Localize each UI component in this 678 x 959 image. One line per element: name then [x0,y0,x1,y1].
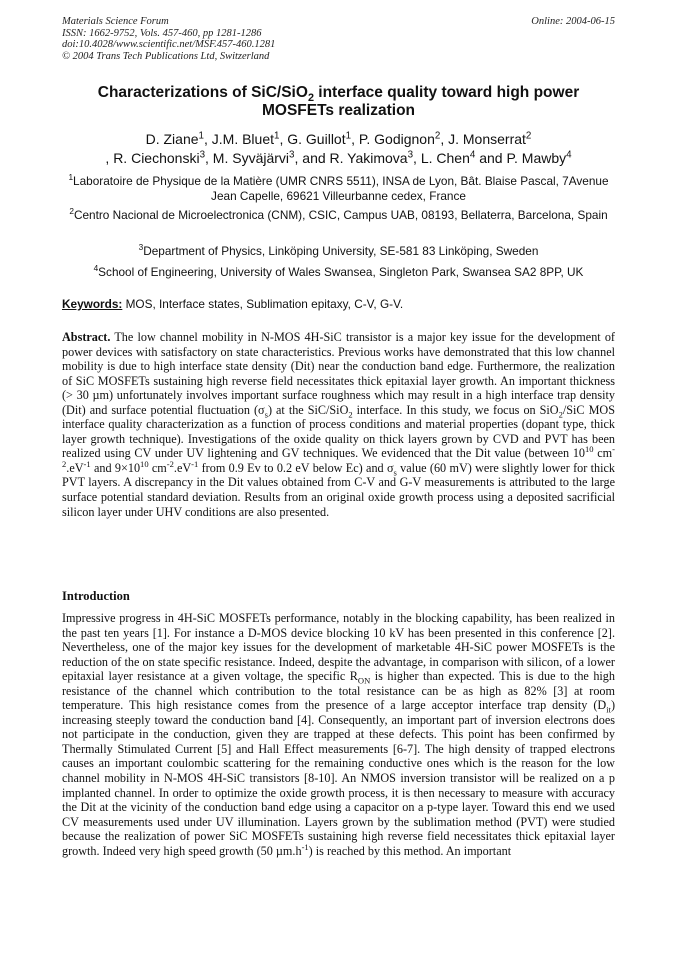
keywords-text: MOS, Interface states, Sublimation epitaxy, C-V, G-V. [122,297,404,311]
issn-line: ISSN: 1662-9752, Vols. 457-460, pp 1281-1286 [62,27,262,39]
journal-header [62,16,482,62]
abstract-label: Abstract. [62,330,111,344]
author-list: D. Ziane$^1$, J.M. Bluet$^1$, G. Guillot$^1$, P. Godignon$^2$, J. Monserrat$^2$ , R. Ciechonski$^3$, M. Syväjärvi$^3$, and R. Yakimova$^3$, L. Chen$^4$ and P. Mawby$^4$ [105,130,572,166]
copyright-line: © 2004 Trans Tech Publications Ltd, Switzerland [62,50,270,62]
abstract: Abstract. The low channel mobility in N-MOS 4H-SiC transistor is a major key issue for the development of power devices with satisfactory on state characteristics. Previous works have demonstrated that this low channel mobility is due to high interface state density (Dit) near the conduction band edge. Furthermore, the realization of SiC MOSFETs sustaining high reverse field necessitates thick epitaxial layer growth. An important thickness (> 30 µm) unfortunately involves important surface roughness which may result in a high interface trap density (Dit) and surface potential fluctuation $(\sigma_s)$ at the SiC/SiO$_2$ interface. In this study, we focus on SiO$_2$/SiC MOS interface quality characterization as a function of process conditions and material properties (dopant type, thick layer growth technique). Investigations of the oxide quality on thick layers grown by CVD and PVT has been realized using CV under UV lightening and GV techniques. We evidenced that the Dit value (between $10^{10}$ $cm^{-2}.eV^{-1}$ and $9\times 10^{10}$ $cm^{-2}.eV^{-1}$ from 0.9 Ev to 0.2 eV below Ec) and $\sigma_s$ value (60 mV) were slightly lower for thick PVT layers. A discrepancy in the Dit values obtained from C-V and G-V measurements is attributed to the large surface potential standard deviation. Results from an original oxide growth process using a deposited sacrificial silicon layer under UHV conditions are also presented. [62,330,616,519]
affiliation-3: $^3$Department of Physics, Linköping University, SE-581 83 Linköping, Sweden [138,243,539,258]
journal-name: Materials Science Forum [62,16,169,27]
affiliation-2: $^2$Centro Nacional de Microelectronica (CNM), CSIC, Campus UAB, 08193, Bellaterra, Barcelona, Spain [69,207,608,222]
affiliation-1: $^1$Laboratoire de Physique de la Matière (UMR CNRS 5511), INSA de Lyon, Bât. Blaise Pascal, 7Avenue Jean Capelle, 69621 Villeurbanne cedex, France [68,173,609,203]
online-date: Online: 2004-06-15 [531,16,615,27]
keywords [62,297,615,312]
affiliation-4: $^4$School of Engineering, University of Wales Swansea, Singleton Park, Swansea SA2 8PP, UK [93,264,584,279]
doi-line: doi:10.4028/www.scientific.net/MSF.457-460.1281 [62,39,276,50]
section-heading-introduction: Introduction [62,589,130,603]
paper-title: Characterizations of SiC/SiO$_2$ interface quality toward high power MOSFETs realization [97,84,580,119]
introduction-paragraph: Impressive progress in 4H-SiC MOSFETs performance, notably in the blocking capability, has been realized in the past ten years [1]. For instance a D-MOS device blocking 10 kV has been presented in this conference [2]. Nevertheless, one of the major key issues for the development of marketable 4H-SiC power MOSFETs is the reduction of the on state specific resistance. Indeed, despite the advantage, in comparison with silicon, of a lower epitaxial layer resistance at a given voltage, the specific $R_{ON}$ is higher than expected. This is due to the high resistance of the channel which contribution to the total resistance can be as high as 82% [3] at room temperature. This high resistance comes from the presence of a large acceptor interface trap density $(D_{it})$ increasing steeply toward the conduction band [4]. Consequently, an important part of inversion electrons does not participate in the conduction, given they are trapped at these defects. This point has been confirmed by Thermally Stimulated Current [5] and Hall Effect measurements [6-7]. The high density of trapped electrons causes an important coulombic scattering for the remaining conductive ones which is the reason for the low channel mobility in N-MOS 4H-SiC transistors [8-10]. An NMOS inversion transistor will be realized on a p implanted channel. In order to optimize the oxide growth process, it is then necessary to measure with accuracy the Dit at the vicinity of the conduction band edge using a capacitor on a p-type layer. Toward this end we used CV measurements used under UV illumination. Layers grown by the sublimation method (PVT) were studied because the realization of power SiC MOSFETs sustaining high reverse field necessitates thick epitaxial layer growth. Indeed very high speed growth (50 $\mu m.h^{-1}$) is reached by this method. An important [62,611,615,858]
keywords-label: Keywords: [62,297,123,311]
